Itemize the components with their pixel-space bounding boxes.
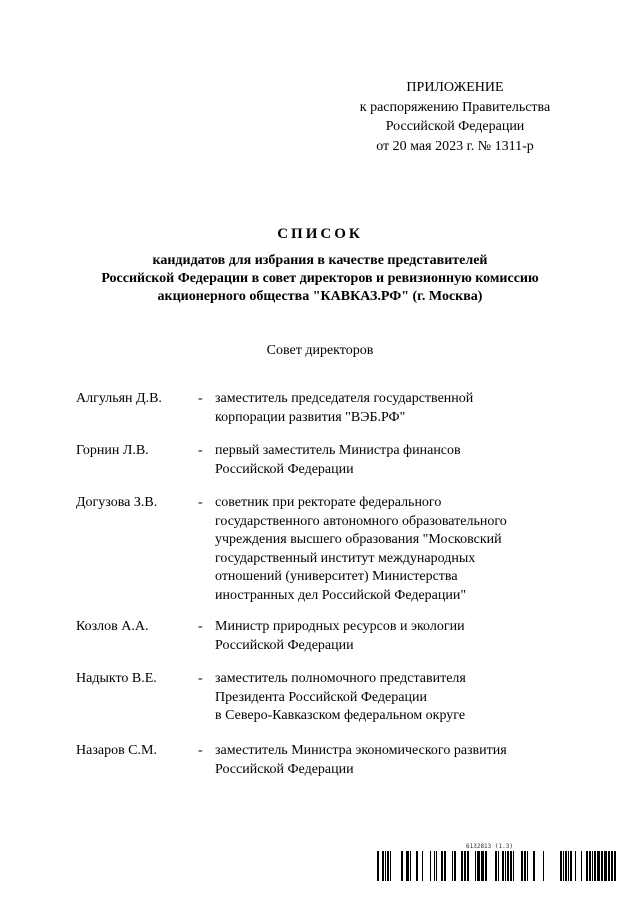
dash-separator: - <box>198 495 203 510</box>
candidate-position <box>215 742 595 779</box>
candidate-list <box>0 390 640 782</box>
position-line: Российской Федерации <box>215 761 354 777</box>
section-title: Совет директоров <box>266 343 374 358</box>
appendix-line: Российской Федерации <box>385 119 525 134</box>
document-subtitle <box>40 252 600 306</box>
position-line: Министр природных ресурсов и экологии <box>215 619 465 634</box>
position-line: заместитель полномочного представителя <box>215 671 466 686</box>
list-item <box>0 742 640 782</box>
list-item <box>0 390 640 442</box>
position-line: заместитель председателя государственной <box>215 391 474 406</box>
list-item <box>0 618 640 670</box>
position-line: государственный институт международных <box>215 550 476 566</box>
list-item <box>0 494 640 618</box>
position-line: иностранных дел Российской Федерации" <box>215 587 467 603</box>
position-line: в Северо-Кавказском федеральном округе <box>215 708 466 723</box>
candidate-name: Козлов А.А. <box>76 619 149 634</box>
dash-separator: - <box>198 391 203 406</box>
candidate-position <box>215 442 595 479</box>
document-title: СПИСОК <box>277 226 363 242</box>
position-line: отношений (университет) Министерства <box>215 569 458 584</box>
candidate-position <box>215 618 595 655</box>
list-item <box>0 442 640 494</box>
list-item <box>0 670 640 742</box>
appendix-line: к распоряжению Правительства <box>359 99 551 115</box>
candidate-name: Догузова З.В. <box>76 495 158 510</box>
subtitle-line: кандидатов для избрания в качестве представителей <box>152 253 488 268</box>
position-line: Российской Федерации <box>215 461 354 477</box>
dash-separator: - <box>198 671 203 686</box>
position-line: корпорации развития "ВЭБ.РФ" <box>215 409 406 425</box>
candidate-name: Горнин Л.В. <box>76 443 149 458</box>
position-line: первый заместитель Министра финансов <box>215 443 461 458</box>
position-line: Президента Российской Федерации <box>215 689 427 705</box>
candidate-name: Надыкто В.Е. <box>76 671 157 686</box>
candidate-position <box>215 670 595 726</box>
appendix-line: от 20 мая 2023 г. № 1311-р <box>376 138 534 154</box>
appendix-header <box>330 78 580 156</box>
barcode-icon <box>377 851 617 881</box>
position-line: заместитель Министра экономического развития <box>215 743 507 758</box>
subtitle-line: акционерного общества "КАВКАЗ.РФ" (г. Москва) <box>157 289 483 304</box>
dash-separator: - <box>198 619 203 634</box>
position-line: учреждения высшего образования "Московский <box>215 532 502 547</box>
dash-separator: - <box>198 743 203 758</box>
candidate-position <box>215 494 595 605</box>
barcode-number: 6132813 (1.3) <box>466 843 513 850</box>
position-line: советник при ректорате федерального <box>215 495 442 510</box>
candidate-name: Алгульян Д.В. <box>76 391 162 406</box>
dash-separator: - <box>198 443 203 458</box>
candidate-name: Назаров С.М. <box>76 743 157 758</box>
candidate-position <box>215 390 595 427</box>
position-line: Российской Федерации <box>215 637 354 653</box>
position-line: государственного автономного образовательного <box>215 513 507 529</box>
subtitle-line: Российской Федерации в совет директоров и ревизионную комиссию <box>101 271 539 286</box>
appendix-line: ПРИЛОЖЕНИЕ <box>406 80 504 95</box>
